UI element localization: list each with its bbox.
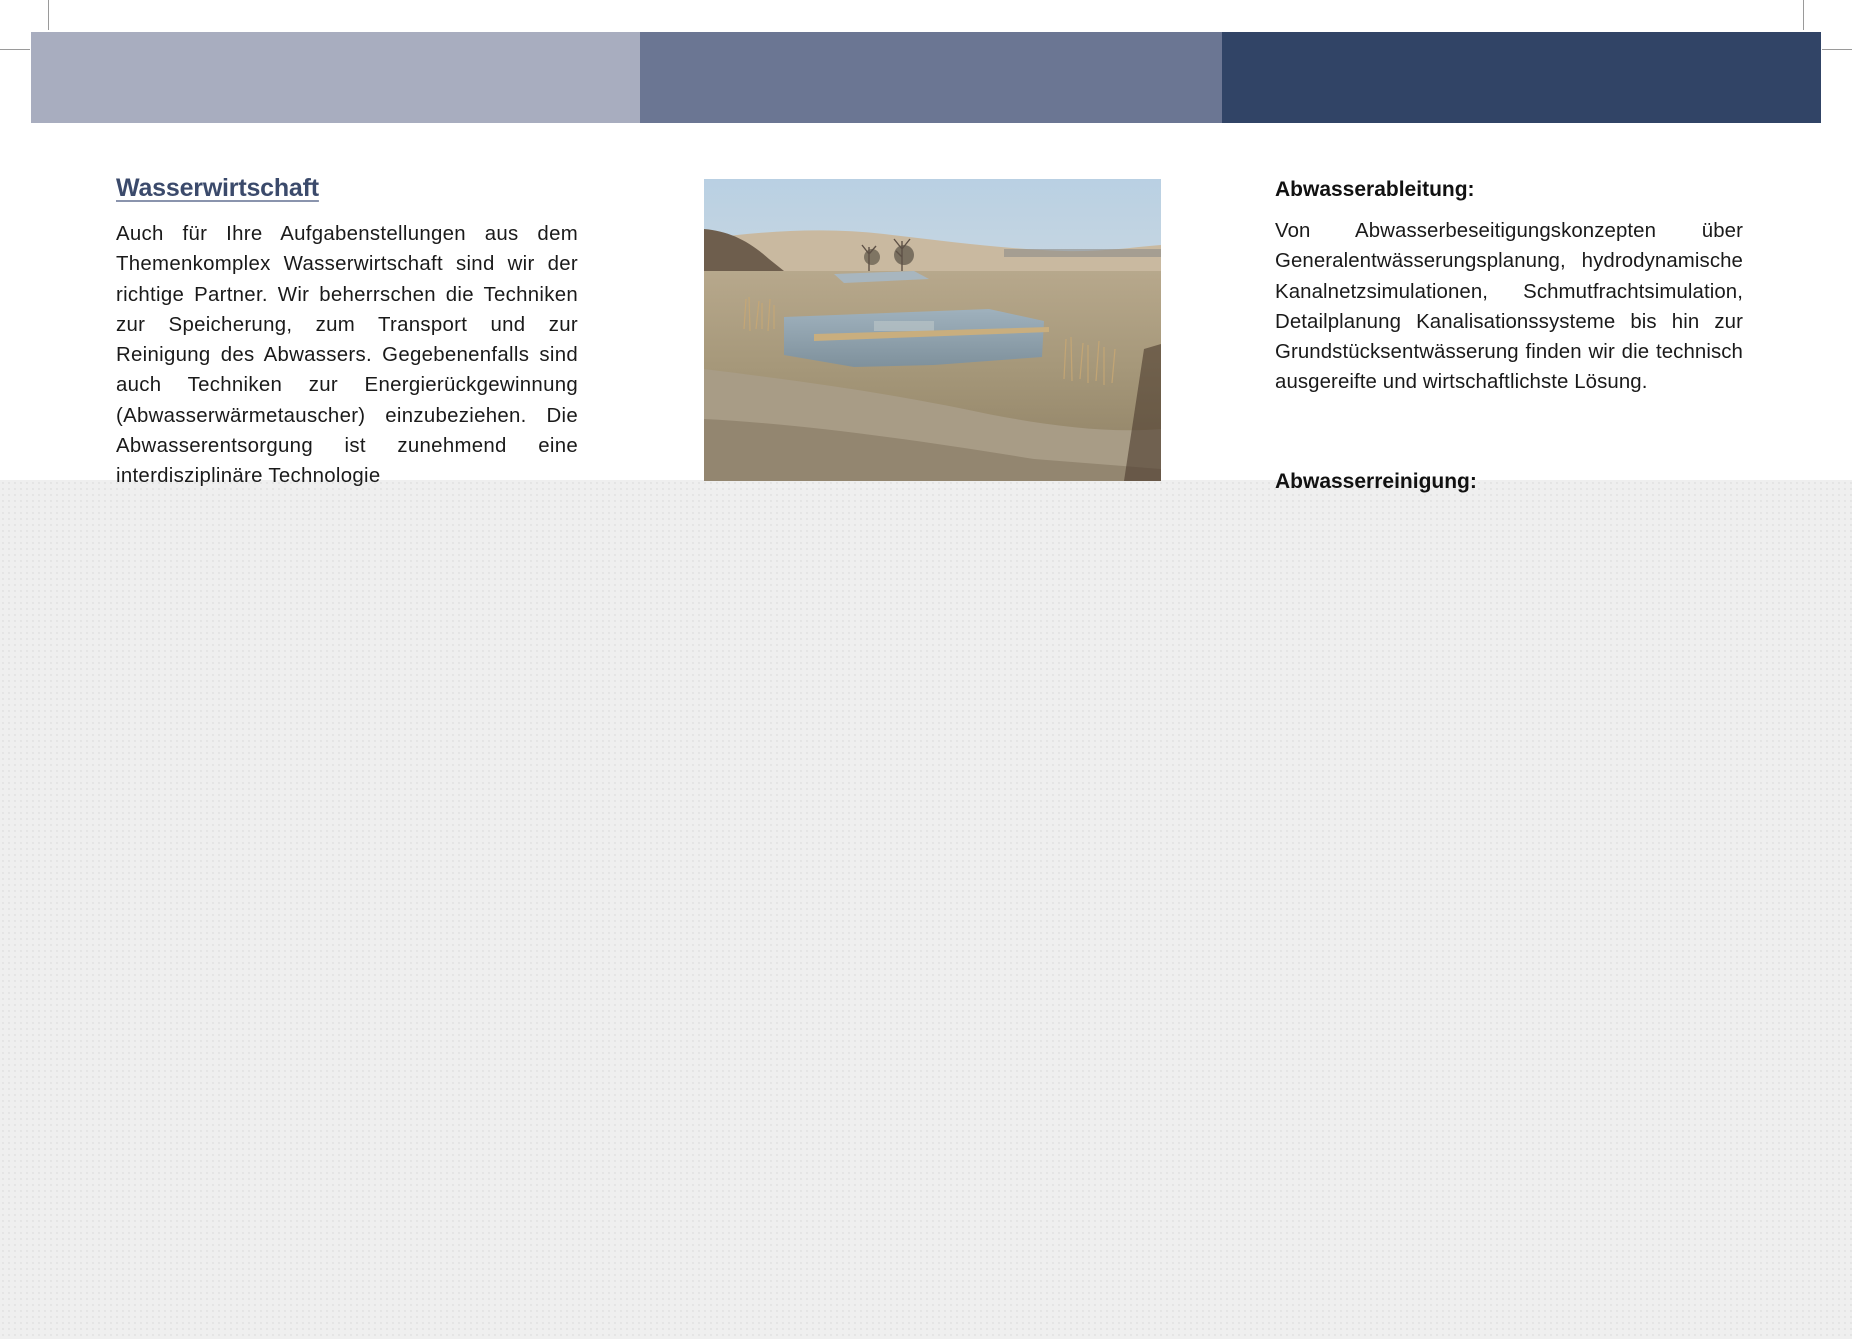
landscape-photo-image: [704, 179, 1161, 481]
crop-mark: [1822, 49, 1852, 50]
header-band-dark: [1222, 32, 1821, 123]
subsection-heading: Abwasserableitung:: [1275, 178, 1475, 201]
document-page: [0, 0, 1852, 493]
section-body: Auch für Ihre Aufgabenstellungen aus dem Themenkomplex Wasserwirtschaft sind wir der richtige Partner. Wir beherrschen die Techniken zur Speicherung, zum Transport und zur Reinigung des Abwassers. Gegebenenfalls sind auch Techniken zur Energierückgewinnung (Abwasserwärmetauscher) einzubeziehen. Die Abwasserentsorgung ist zunehmend eine interdisziplinäre Technologie: [116, 223, 578, 488]
crop-mark: [48, 0, 49, 30]
crop-mark: [0, 49, 30, 50]
left-column: [116, 174, 578, 492]
section-title: Wasserwirtschaft: [116, 174, 319, 202]
landscape-photo: [704, 179, 1161, 481]
subsection-heading-2: Abwasserreinigung:: [1275, 470, 1477, 493]
right-column: [1275, 178, 1743, 398]
subsection-body: Von Abwasserbeseitigungskonzepten über Generalentwässerungsplanung, hydrodynamische Kanalnetzsimulationen, Schmutfrachtsimulation, Detailplanung Kanalisationssysteme bis hin zur Grundstücksentwässerung finden wir die technisch ausgereifte und wirtschaftlichste Lösung.: [1275, 220, 1743, 394]
header-band-mid: [640, 32, 1222, 123]
header-band-light: [31, 32, 640, 123]
crop-mark: [1803, 0, 1804, 30]
